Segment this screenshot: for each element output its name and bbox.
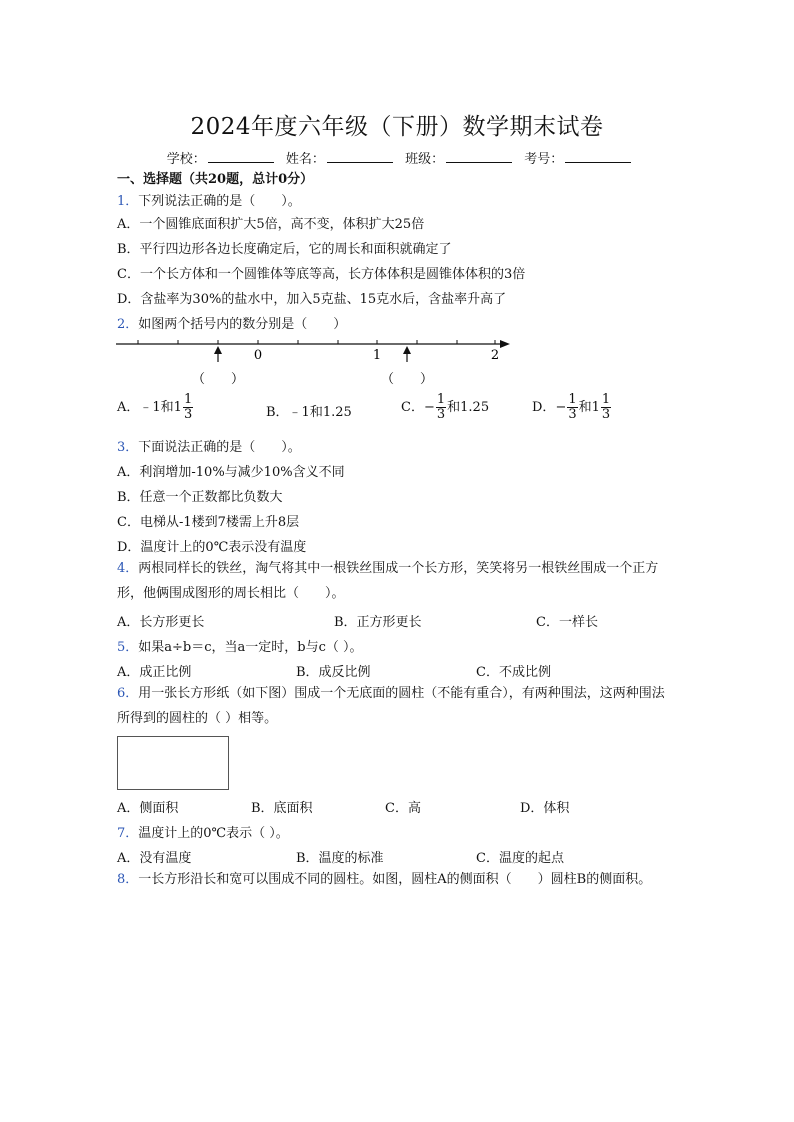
- q2-option-d[interactable]: [532, 393, 612, 422]
- question-stem: 温度计上的0℃表示（ ）。: [138, 826, 289, 841]
- q1-option-b[interactable]: B．平行四边形各边长度确定后，它的周长和面积就确定了: [117, 242, 452, 257]
- question-stem: 用一张长方形纸（如下图）围成一个无底面的圆柱（不能有重合），有两种围法，这两种围法所得到的圆柱的（ ）相等。: [117, 686, 665, 726]
- option-text: 和1: [578, 400, 600, 415]
- section-heading: 一、选择题（共20题，总计0分）: [117, 172, 314, 187]
- q4-option-c[interactable]: C．一样长: [536, 615, 598, 630]
- q6-option-b[interactable]: B．底面积: [251, 801, 313, 816]
- option-text: 和1.25: [447, 400, 490, 415]
- denominator: 3: [436, 407, 446, 422]
- q6-option-c[interactable]: C．高: [385, 801, 421, 816]
- q1-option-d[interactable]: D．含盐率为30%的盐水中，加入5克盐、15克水后，含盐率升高了: [117, 292, 507, 307]
- tick-label-1: 1: [372, 348, 382, 363]
- question-5: [117, 636, 363, 655]
- q2-option-b[interactable]: B．﹣1和1.25: [266, 405, 352, 420]
- q4-option-a[interactable]: A．长方形更长: [117, 615, 205, 630]
- name-label: 姓名：: [285, 152, 325, 167]
- q7-option-c[interactable]: C．温度的起点: [476, 851, 564, 866]
- q7-option-a[interactable]: A．没有温度: [117, 851, 192, 866]
- question-number: 1．: [117, 194, 139, 209]
- question-stem: 一长方形沿长和宽可以围成不同的圆柱。如图，圆柱A的侧面积（ ）圆柱B的侧面积。: [138, 872, 652, 887]
- question-stem: 如果a÷b＝c，当a一定时，b与c（ ）。: [138, 640, 363, 655]
- class-label: 班级：: [405, 152, 445, 167]
- q3-option-d[interactable]: D．温度计上的0℃表示没有温度: [117, 540, 307, 555]
- fraction: [183, 393, 193, 422]
- denominator: 3: [601, 407, 611, 422]
- up-arrow-icon: [214, 346, 222, 362]
- question-stem: 下面说法正确的是（ ）。: [138, 440, 301, 455]
- numerator: 1: [601, 392, 611, 407]
- exam-no-label: 考号：: [524, 152, 564, 167]
- tick-label-0: 0: [253, 348, 263, 363]
- q5-option-b[interactable]: B．成反比例: [296, 665, 371, 680]
- numerator: 1: [568, 392, 577, 407]
- question-4: [117, 556, 677, 606]
- denominator: 3: [568, 407, 577, 422]
- fraction: [436, 393, 446, 422]
- q6-option-a[interactable]: A．侧面积: [117, 801, 179, 816]
- up-arrow-icon: [403, 346, 411, 362]
- answer-bracket-left: （ ）: [191, 372, 245, 387]
- question-number: 8．: [117, 872, 139, 887]
- number-line-ticks: [138, 340, 495, 344]
- numerator: 1: [436, 392, 446, 407]
- q4-option-b[interactable]: B．正方形更长: [334, 615, 422, 630]
- q2-option-a[interactable]: [117, 393, 194, 422]
- option-text: C．: [401, 400, 424, 415]
- q6-option-d[interactable]: D．体积: [520, 801, 570, 816]
- question-1: [117, 190, 301, 209]
- q1-option-a[interactable]: A．一个圆锥底面积扩大5倍，高不变，体积扩大25倍: [117, 217, 425, 232]
- question-stem: 如图两个括号内的数分别是（ ）: [138, 317, 347, 332]
- school-blank[interactable]: [208, 150, 274, 163]
- q3-option-c[interactable]: C．电梯从-1楼到7楼需上升8层: [117, 515, 300, 530]
- q3-option-a[interactable]: A．利润增加-10%与减少10%含义不同: [117, 465, 345, 480]
- q3-option-b[interactable]: B．任意一个正数都比负数大: [117, 490, 283, 505]
- q5-option-a[interactable]: A．成正比例: [117, 665, 192, 680]
- question-number: 4．: [117, 561, 139, 576]
- q7-option-b[interactable]: B．温度的标准: [296, 851, 384, 866]
- number-line-arrowhead: [500, 340, 510, 348]
- tick-label-2: 2: [490, 348, 500, 363]
- numerator: 1: [183, 392, 193, 407]
- number-line-figure: [112, 328, 522, 394]
- minus-sign: −: [423, 400, 435, 415]
- question-number: 6．: [117, 686, 139, 701]
- student-info-row: [0, 148, 794, 167]
- minus-sign: −: [555, 400, 567, 415]
- school-label: 学校：: [166, 152, 206, 167]
- q2-option-c[interactable]: [401, 393, 489, 422]
- option-text: D．: [532, 400, 556, 415]
- name-blank[interactable]: [327, 150, 393, 163]
- answer-bracket-right: （ ）: [380, 372, 434, 387]
- question-number: 3．: [117, 440, 139, 455]
- page-title: 2024年度六年级（下册）数学期末试卷: [190, 114, 604, 140]
- fraction: [567, 393, 577, 422]
- exam-no-blank[interactable]: [565, 150, 631, 163]
- q1-option-c[interactable]: C．一个长方体和一个圆锥体等底等高，长方体体积是圆锥体体积的3倍: [117, 267, 526, 282]
- question-7: [117, 822, 289, 841]
- q5-option-c[interactable]: C．不成比例: [476, 665, 551, 680]
- question-number: 2．: [117, 317, 139, 332]
- question-3: [117, 436, 301, 455]
- fraction: [601, 393, 611, 422]
- question-stem: 下列说法正确的是（ ）。: [138, 194, 301, 209]
- question-stem: 两根同样长的铁丝，淘气将其中一根铁丝围成一个长方形，笑笑将另一根铁丝围成一个正方形，他俩围成图形的周长相比（ ）。: [117, 561, 659, 601]
- question-6: [117, 681, 677, 731]
- option-text: A．﹣1和1: [117, 400, 182, 415]
- rectangle-paper-figure: [117, 736, 229, 790]
- denominator: 3: [183, 407, 193, 422]
- question-number: 5．: [117, 640, 139, 655]
- question-8: [117, 867, 677, 892]
- class-blank[interactable]: [446, 150, 512, 163]
- question-number: 7．: [117, 826, 139, 841]
